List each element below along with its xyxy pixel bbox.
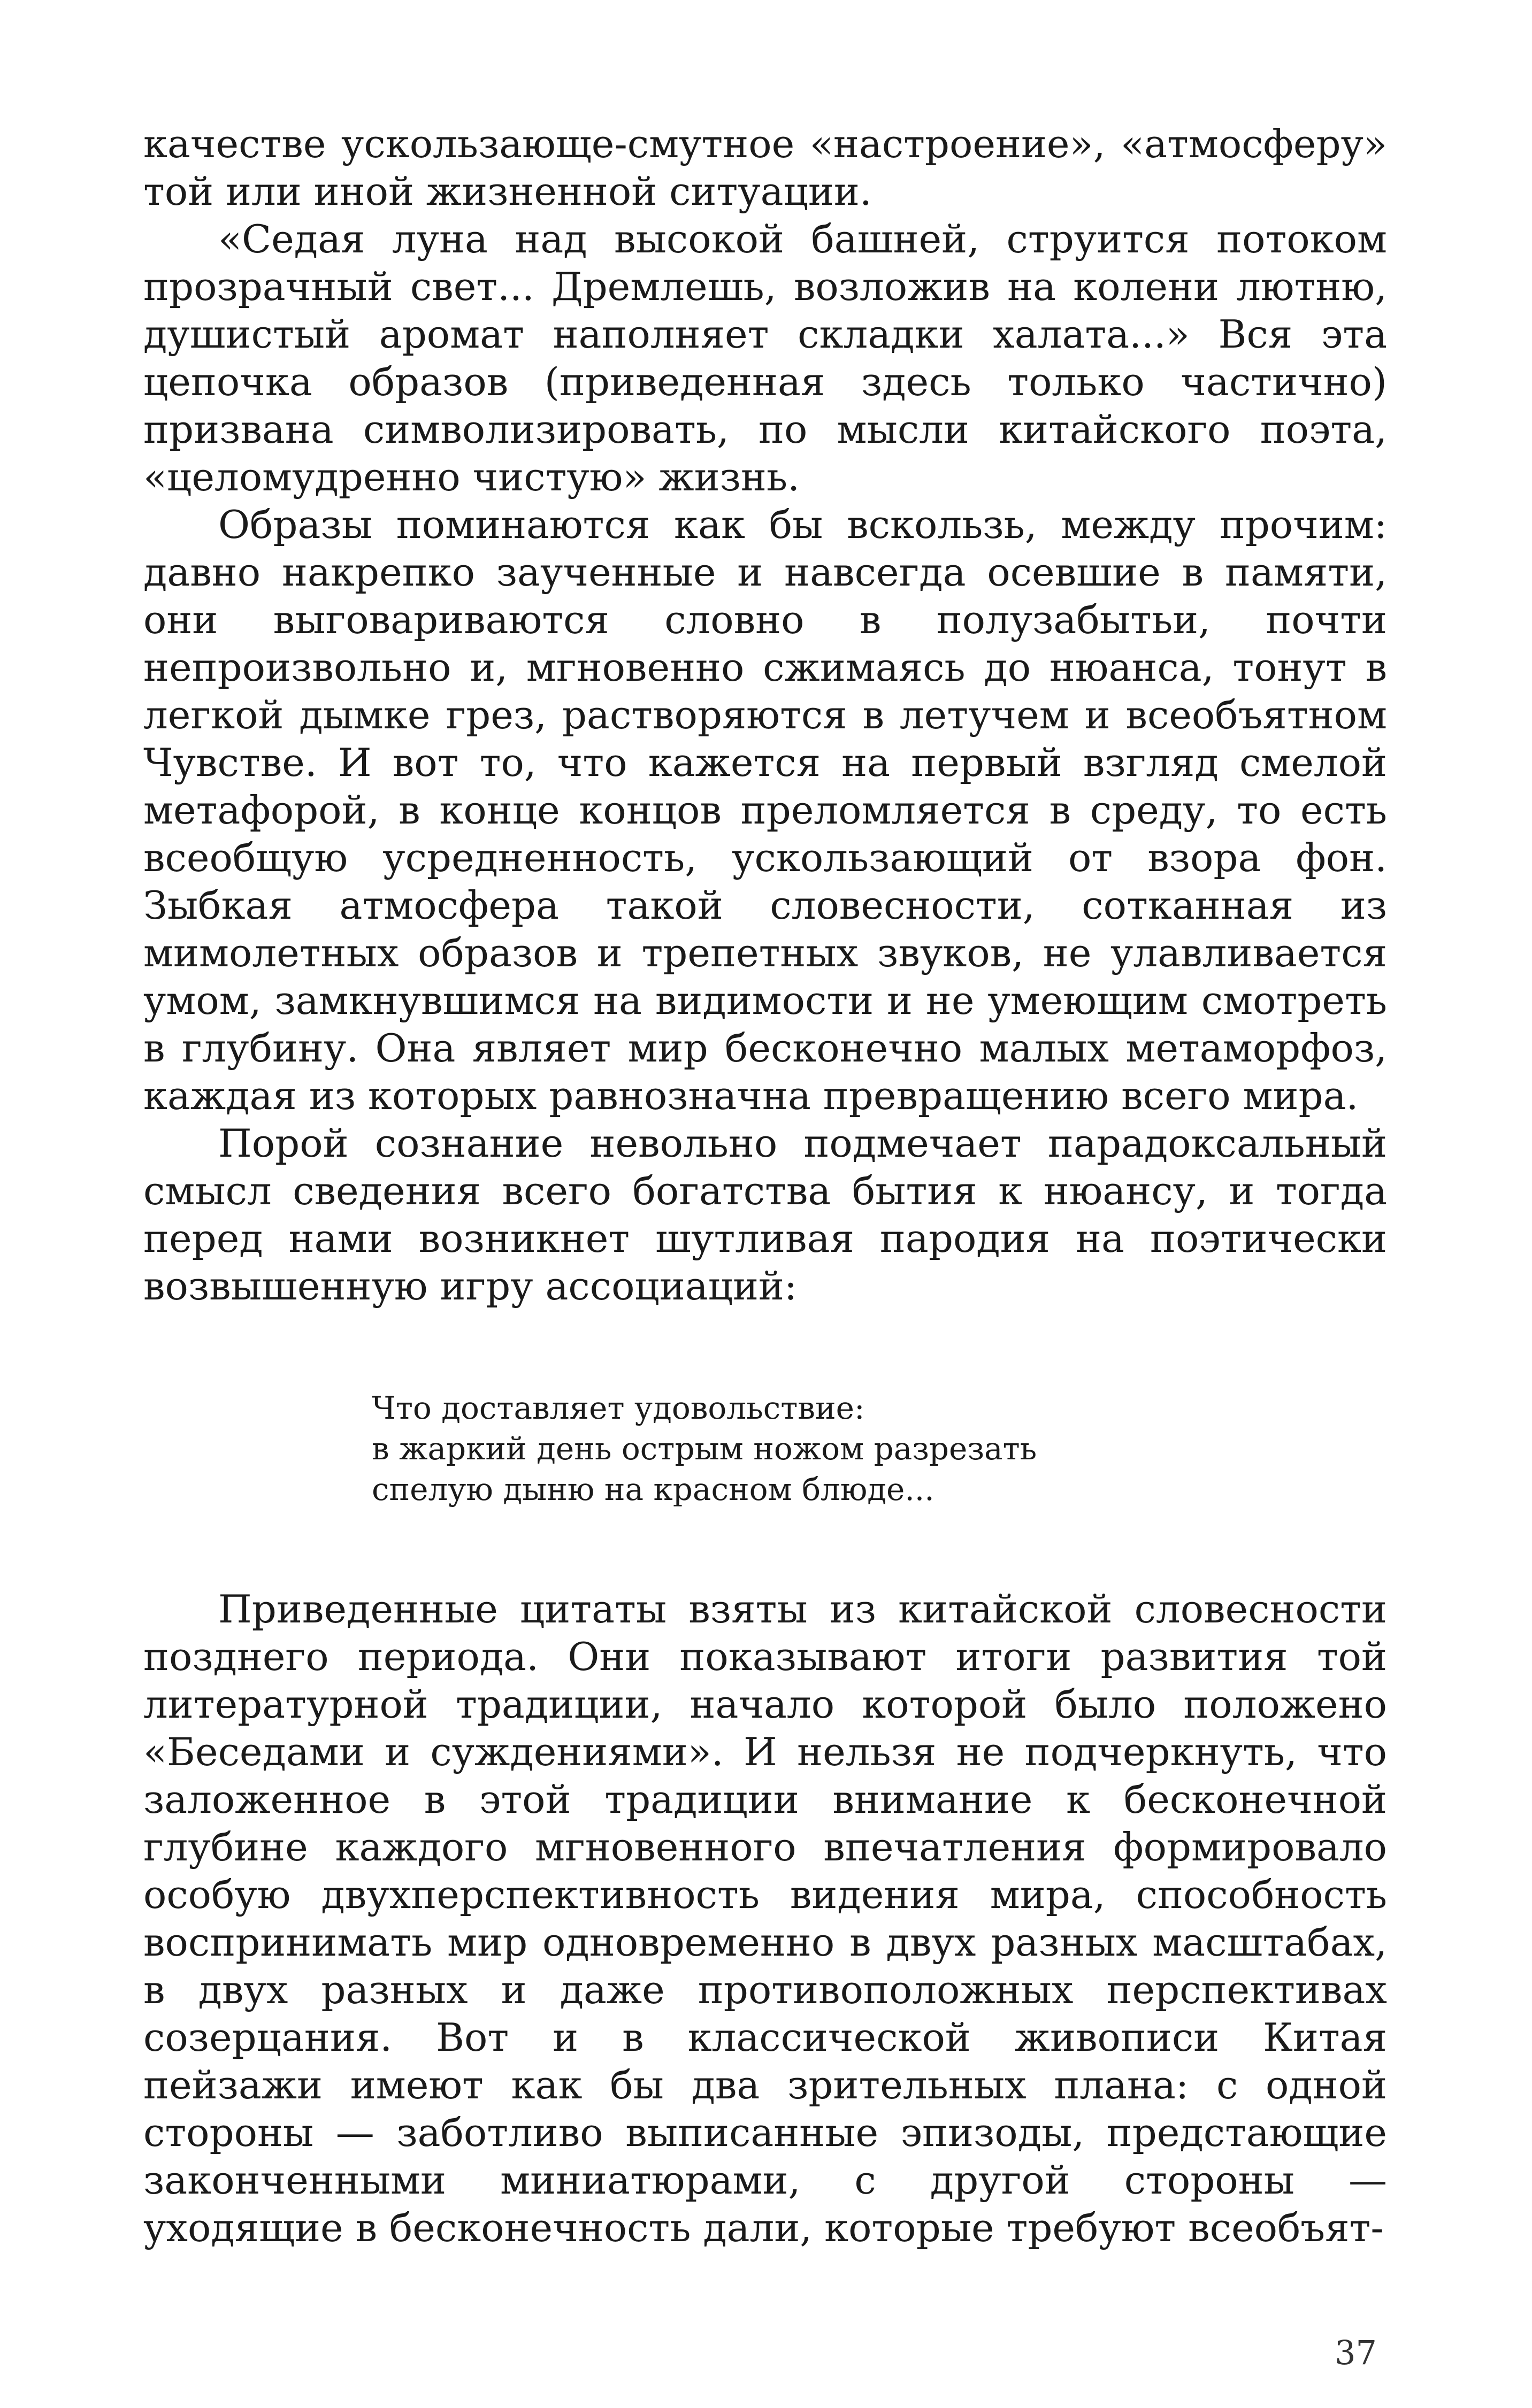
paragraph-quote-moon: «Седая луна над высокой башней, струится потоком прозрачный свет... Дремлешь, возложив на колени лютню, душистый аромат наполняет складки халата...» Вся эта цепочка образов (приведенная здесь только частично) призвана символизировать, по мысли китайского поэта, «целомудренно чистую» жизнь. xyxy=(143,217,1387,499)
text-block-bottom xyxy=(143,1586,1387,2252)
poem-line-1: Что доставляет удовольствие: xyxy=(372,1390,865,1426)
poem-line-2: в жаркий день острым ножом разрезать xyxy=(372,1430,1037,1467)
poem-line-3: спелую дыню на красном блюде... xyxy=(372,1471,934,1507)
page-number: 37 xyxy=(1335,2333,1377,2372)
poem-quote xyxy=(372,1388,1037,1510)
paragraph-continuation: качестве ускользающе-смутное «настроение», «атмосферу» той или иной жизненной ситуации. xyxy=(143,121,1387,214)
text-block-top xyxy=(143,120,1387,1310)
paragraph-parody: Порой сознание невольно подмечает парадоксальный смысл сведения всего богатства бытия к нюансу, и тогда перед нами возникнет шутливая пародия на поэтически возвышенную игру ассоциаций: xyxy=(143,1121,1387,1309)
paragraph-citations: Приведенные цитаты взяты из китайской словесности позднего периода. Они показывают итоги развития той литературной традиции, начало которой было положено «Беседами и суждениями». И нельзя не подчеркнуть, что заложенное в этой традиции внимание к бесконечной глубине каждого мгновенного впечатления формировало особую двухперспективность видения мира, способность воспринимать мир одновременно в двух разных масштабах, в двух разных и даже противоположных перспективах созерцания. Вот и в классической живописи Китая пейзажи имеют как бы два зрительных плана: с одной стороны — заботливо выписанные эпизоды, предстающие законченными миниатюрами, с другой стороны — уходящие в бесконечность дали, которые требуют всеобъят- xyxy=(143,1587,1387,2250)
paragraph-images: Образы поминаются как бы вскользь, между прочим: давно накрепко заученные и навсегда осевшие в памяти, они выговариваются словно в полузабытьи, почти непроизвольно и, мгновенно сжимаясь до нюанса, тонут в легкой дымке грез, растворяются в летучем и всеобъятном Чувстве. И вот то, что кажется на первый взгляд смелой метафорой, в конце концов преломляется в среду, то есть всеобщую усредненность, ускользающий от взора фон. Зыбкая атмосфера такой словесности, сотканная из мимолетных образов и трепетных звуков, не улавливается умом, замкнувшимся на видимости и не умеющим смотреть в глубину. Она являет мир бесконечно малых метаморфоз, каждая из которых равнозначна превращению всего мира. xyxy=(143,502,1387,1118)
